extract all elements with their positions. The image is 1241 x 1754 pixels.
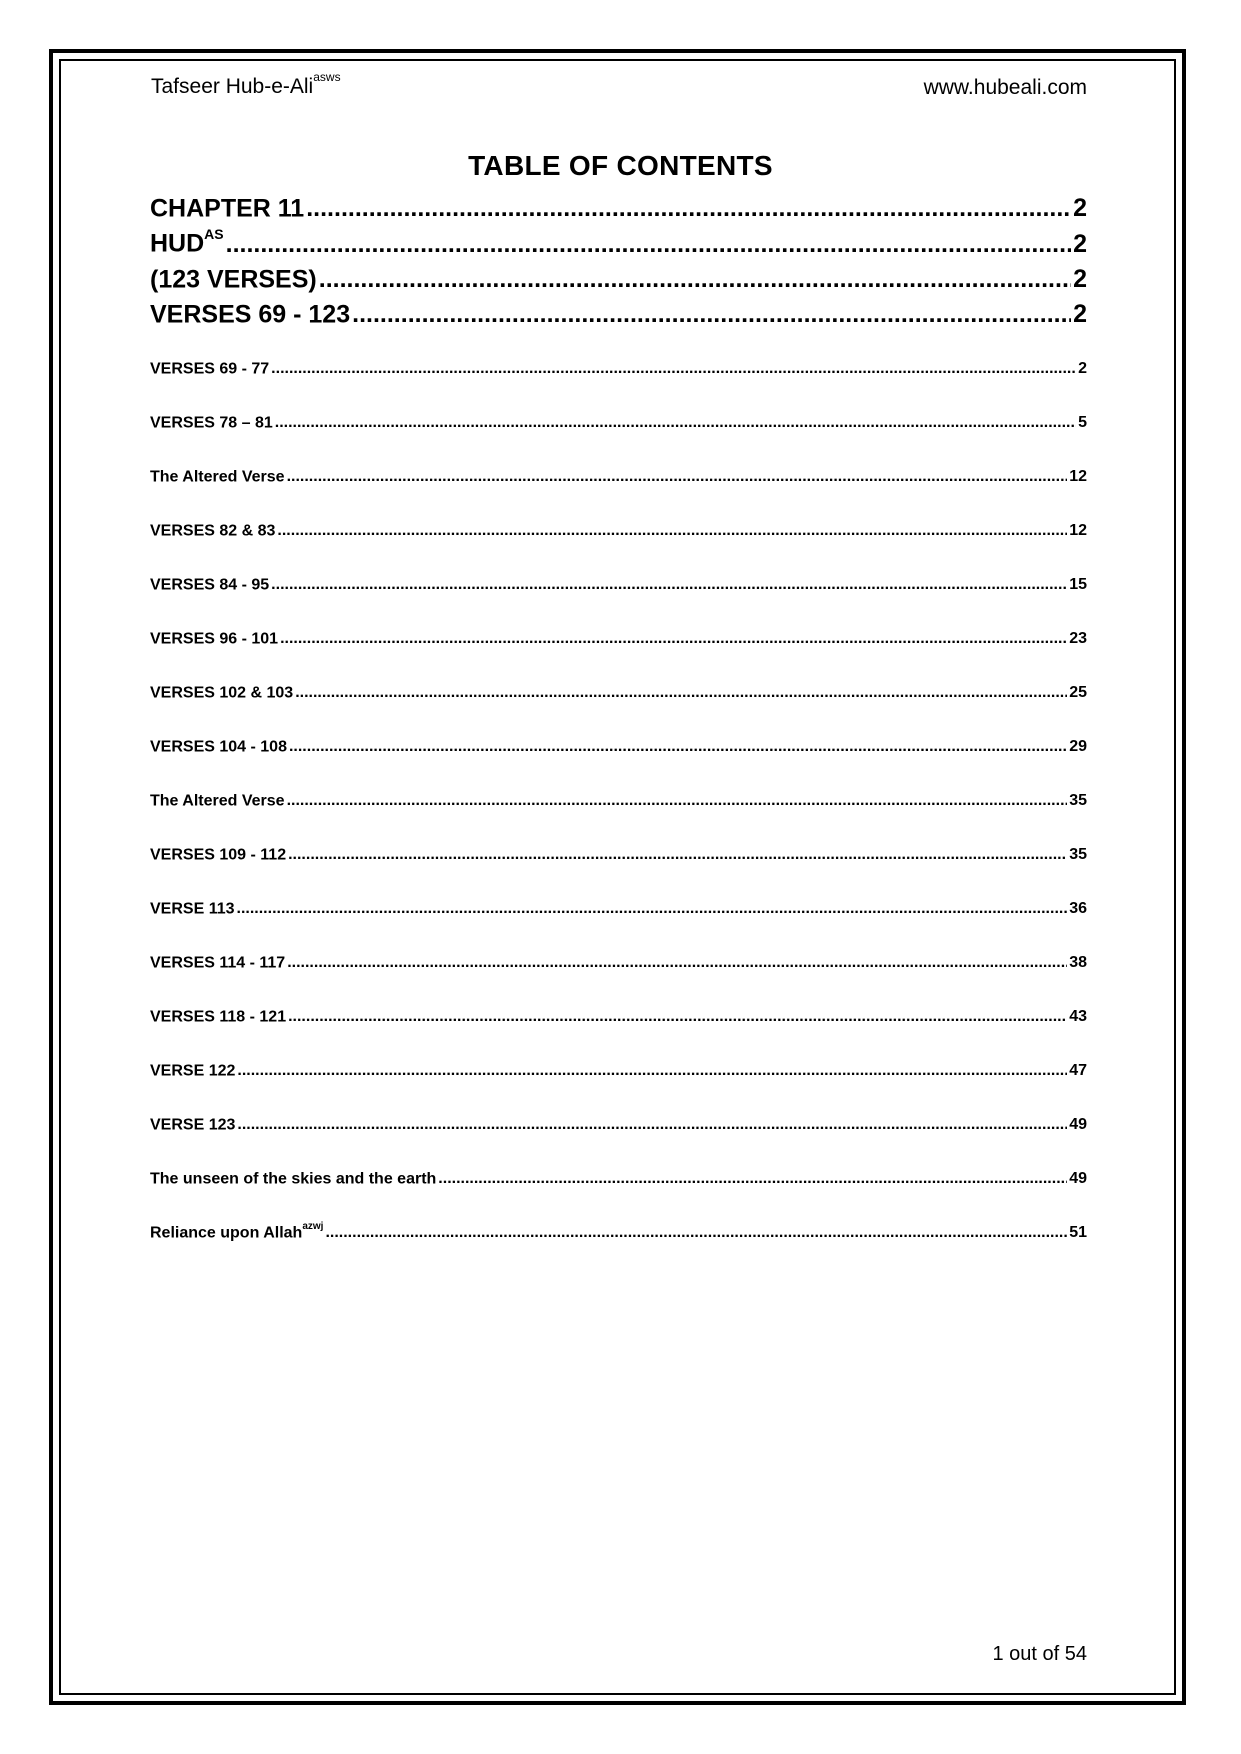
header-website: www.hubeali.com <box>923 76 1087 99</box>
toc-entry-label: Reliance upon Allah$^{azwj}$ <box>150 1221 324 1242</box>
toc-leader-dots <box>287 953 1067 973</box>
page-number: 1 out of 54 <box>992 1643 1087 1665</box>
toc-leader-dots <box>271 575 1067 595</box>
toc-entry-label: VERSES 109 - 112 <box>150 846 287 864</box>
toc-entry-label: VERSE 113 <box>150 900 235 918</box>
toc-major-entry[interactable] <box>150 188 1087 223</box>
toc-entry-page: 2 <box>1073 229 1087 258</box>
toc-leader-dots <box>275 413 1076 433</box>
toc-entry[interactable] <box>150 1219 1087 1273</box>
toc-entry-label: VERSES 69 - 123 <box>150 300 351 329</box>
toc-entry[interactable] <box>150 463 1087 517</box>
page-title: TABLE OF CONTENTS <box>468 150 773 181</box>
toc-leader-dots <box>352 300 1071 329</box>
toc-entry[interactable] <box>150 841 1087 895</box>
toc-entry-page: 29 <box>1069 738 1087 756</box>
toc-leader-dots <box>237 1061 1067 1081</box>
toc-leader-dots <box>277 521 1067 541</box>
toc-entry-page: 2 <box>1073 194 1087 223</box>
toc-entry-label: VERSES 104 - 108 <box>150 738 287 756</box>
toc-entry-label: VERSES 118 - 121 <box>150 1008 287 1026</box>
toc-entry-label: The Altered Verse <box>150 468 285 486</box>
toc-entry-page: 47 <box>1069 1062 1087 1080</box>
toc-entry[interactable] <box>150 1165 1087 1219</box>
toc-entry[interactable] <box>150 787 1087 841</box>
toc-entry[interactable] <box>150 895 1087 949</box>
toc-entry-page: 23 <box>1069 630 1087 648</box>
toc-entry-label: VERSES 84 - 95 <box>150 576 270 594</box>
toc-leader-dots <box>295 683 1067 703</box>
header-title-superscript: asws <box>313 70 341 84</box>
toc-entry[interactable] <box>150 949 1087 1003</box>
toc-entry-page: 5 <box>1078 414 1087 432</box>
toc-major-entry[interactable] <box>150 294 1087 329</box>
toc-leader-dots <box>226 230 1071 259</box>
toc-major-entry[interactable] <box>150 223 1087 258</box>
toc-entry-label: VERSES 78 – 81 <box>150 414 273 432</box>
toc-leader-dots <box>237 899 1068 919</box>
toc-entry-label: The Altered Verse <box>150 792 285 810</box>
toc-entry-page: 2 <box>1078 360 1087 378</box>
toc-leader-dots <box>288 845 1067 865</box>
header-title <box>151 70 341 99</box>
toc-entry[interactable] <box>150 1057 1087 1111</box>
toc-entry-label: VERSES 102 & 103 <box>150 684 294 702</box>
toc-minor-list <box>150 355 1087 1273</box>
toc-entry-page: 43 <box>1069 1008 1087 1026</box>
toc-leader-dots <box>289 737 1067 757</box>
toc-leader-dots <box>438 1169 1067 1189</box>
toc-leader-dots <box>271 359 1076 379</box>
toc-entry-label: VERSES 69 - 77 <box>150 360 270 378</box>
toc-entry-page: 15 <box>1069 576 1087 594</box>
toc-entry[interactable] <box>150 355 1087 409</box>
toc-entry-label: VERSE 122 <box>150 1062 236 1080</box>
toc-entry[interactable] <box>150 625 1087 679</box>
toc-entry-label: The unseen of the skies and the earth <box>150 1170 437 1188</box>
toc-entry-page: 49 <box>1069 1170 1087 1188</box>
toc-leader-dots <box>287 467 1068 487</box>
header-title-text: Tafseer Hub-e-Ali <box>151 75 314 98</box>
toc-entry-label: VERSE 123 <box>150 1116 236 1134</box>
toc-entry-page: 2 <box>1073 300 1087 329</box>
toc-entry-label: VERSES 96 - 101 <box>150 630 279 648</box>
toc-entry-page: 2 <box>1073 264 1087 293</box>
toc-entry[interactable] <box>150 679 1087 733</box>
toc-entry-label: VERSES 114 - 117 <box>150 954 286 972</box>
toc-leader-dots <box>306 194 1071 223</box>
toc-entry-label: (123 VERSES) <box>150 264 317 293</box>
toc-leader-dots <box>288 1007 1067 1027</box>
toc-leader-dots <box>325 1223 1067 1243</box>
toc-major-entry[interactable] <box>150 259 1087 294</box>
toc-entry-label: CHAPTER 11 <box>150 194 305 223</box>
toc-entry-page: 12 <box>1069 522 1087 540</box>
toc-entry[interactable] <box>150 733 1087 787</box>
toc-leader-dots <box>287 791 1068 811</box>
toc-entry-page: 49 <box>1069 1116 1087 1134</box>
toc-leader-dots <box>237 1115 1067 1135</box>
toc-entry-label: $HUD^{AS}$ <box>150 226 224 258</box>
toc-entry-page: 25 <box>1069 684 1087 702</box>
toc-entry[interactable] <box>150 409 1087 463</box>
toc-entry-page: 12 <box>1069 468 1087 486</box>
toc-entry-page: 35 <box>1069 792 1087 810</box>
toc-leader-dots <box>319 265 1071 294</box>
toc-entry[interactable] <box>150 1003 1087 1057</box>
toc-entry-page: 36 <box>1069 900 1087 918</box>
toc-entry-page: 35 <box>1069 846 1087 864</box>
toc-entry[interactable] <box>150 1111 1087 1165</box>
toc-entry[interactable] <box>150 517 1087 571</box>
toc-major-list <box>150 188 1087 329</box>
toc-leader-dots <box>280 629 1067 649</box>
toc-entry[interactable] <box>150 571 1087 625</box>
toc-entry-page: 51 <box>1069 1224 1087 1242</box>
toc-entry-label: VERSES 82 & 83 <box>150 522 276 540</box>
toc-entry-page: 38 <box>1069 954 1087 972</box>
